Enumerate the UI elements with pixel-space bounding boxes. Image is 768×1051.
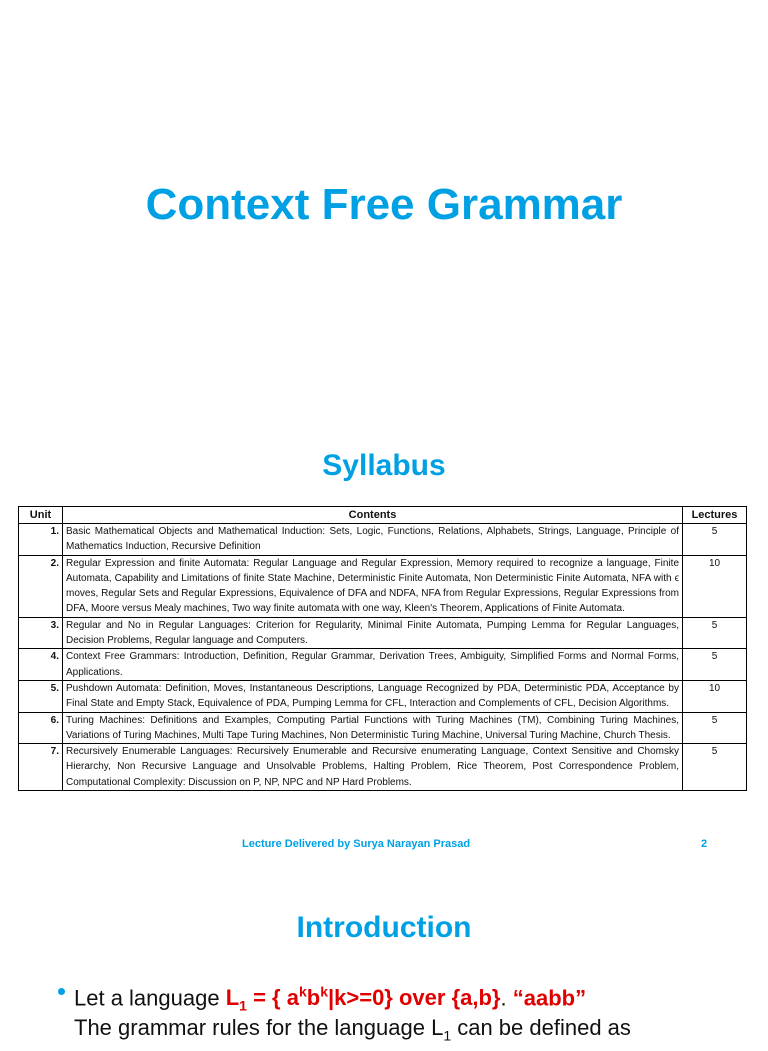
unit-contents: Basic Mathematical Objects and Mathematical Induction: Sets, Logic, Functions, Relations, Alphabets, Strings, Language, Principle of Mathematics Induction, Recursive Definition [63,524,683,556]
table-row [19,524,747,556]
unit-lectures: 10 [683,680,747,712]
slide-title-context-free-grammar: Context Free Grammar [145,180,623,229]
unit-contents: Regular Expression and finite Automata: Regular Language and Regular Expression, Memory required to recognize a language, Finite Automata, Capability and Limitations of finite State Machine, Deterministic Finite Automata, Non Deterministic Finite Automata, NFA with ϵ moves, Regular Sets and Regular Expressions, Equivalence of DFA and NDFA, NFA from Regular Expressions, Regular Expressions from DFA, Moore versus Mealy machines, Two way finite automata with one way, Kleen's Theorem, Applications of Finite Automata. [63,555,683,617]
syllabus-table [18,506,747,791]
unit-number: 5. [19,680,63,712]
unit-lectures: 10 [683,555,747,617]
unit-number: 1. [19,524,63,556]
table-row [19,555,747,617]
line2-text: The grammar rules for the language L [74,1015,444,1040]
table-header-row [19,507,747,524]
slide-title-syllabus: Syllabus [322,449,446,482]
unit-lectures: 5 [683,744,747,791]
sup-k-2: k [320,984,328,1000]
footer-lecturer: Lecture Delivered by Surya Narayan Prasad [242,838,471,850]
footer-page-number: 2 [701,838,708,850]
set-mid: b [306,985,321,1011]
table-row [19,744,747,791]
unit-number: 7. [19,744,63,791]
unit-lectures: 5 [683,524,747,556]
unit-contents: Context Free Grammars: Introduction, Definition, Regular Grammar, Derivation Trees, Ambiguity, Simplified Forms and Normal Forms, Applications. [63,649,683,681]
lang-subscript: 1 [239,997,247,1014]
language-formula [225,984,501,1014]
unit-contents: Pushdown Automata: Definition, Moves, Instantaneous Descriptions, Language Recognized by PDA, Deterministic PDA, Acceptance by Final State and Empty Stack, Equivalence of PDA, Pumping Lemma for CFL, Interaction and Complements of CFL, Decision Algorithms. [63,680,683,712]
table-row [19,649,747,681]
line2-subscript: 1 [443,1027,452,1044]
unit-contents: Turing Machines: Definitions and Examples, Computing Partial Functions with Turing Machines (TM), Combining Turing Machines, Variations of Turing Machines, Multi Tape Turing Machines, Non Deterministic Turing Machine, Universal Turing Machine, Church Thesis. [63,712,683,744]
bullet-prefix: Let a language [74,985,226,1011]
unit-number: 4. [19,649,63,681]
unit-lectures: 5 [683,712,747,744]
header-contents: Contents [63,507,683,524]
unit-number: 6. [19,712,63,744]
example-string: “aabb” [512,985,587,1011]
table-row [19,680,747,712]
lang-name: L [225,985,240,1011]
unit-lectures: 5 [683,649,747,681]
line2-end: can be defined as [451,1015,631,1040]
set-close: |k>=0} over {a,b} [327,985,501,1011]
set-open: = { a [246,985,299,1011]
intro-line-2 [74,1012,631,1051]
unit-contents: Recursively Enumerable Languages: Recursively Enumerable and Recursive enumerating Language, Context Sensitive and Chomsky Hierarchy, Non Recursive Language and Unsolvable Problems, Halting Problem, Rice Theorem, Post Correspondence Problem, Computational Complexity: Discussion on P, NP, NPC and NP Hard Problems. [63,744,683,791]
table-row [19,712,747,744]
unit-lectures: 5 [683,617,747,649]
unit-number: 2. [19,555,63,617]
bullet-dot-icon [58,988,65,995]
slide-footer [0,838,768,854]
header-lectures: Lectures [683,507,747,524]
unit-contents: Regular and No in Regular Languages: Criterion for Regularity, Minimal Finite Automata, Pumping Lemma for Regular Languages, Decision Problems, Regular language and Computers. [63,617,683,649]
bullet-period: . [500,985,513,1011]
unit-number: 3. [19,617,63,649]
table-row [19,617,747,649]
header-unit: Unit [19,507,63,524]
slide-title-introduction: Introduction [296,911,472,944]
sup-k-1: k [298,984,307,1000]
